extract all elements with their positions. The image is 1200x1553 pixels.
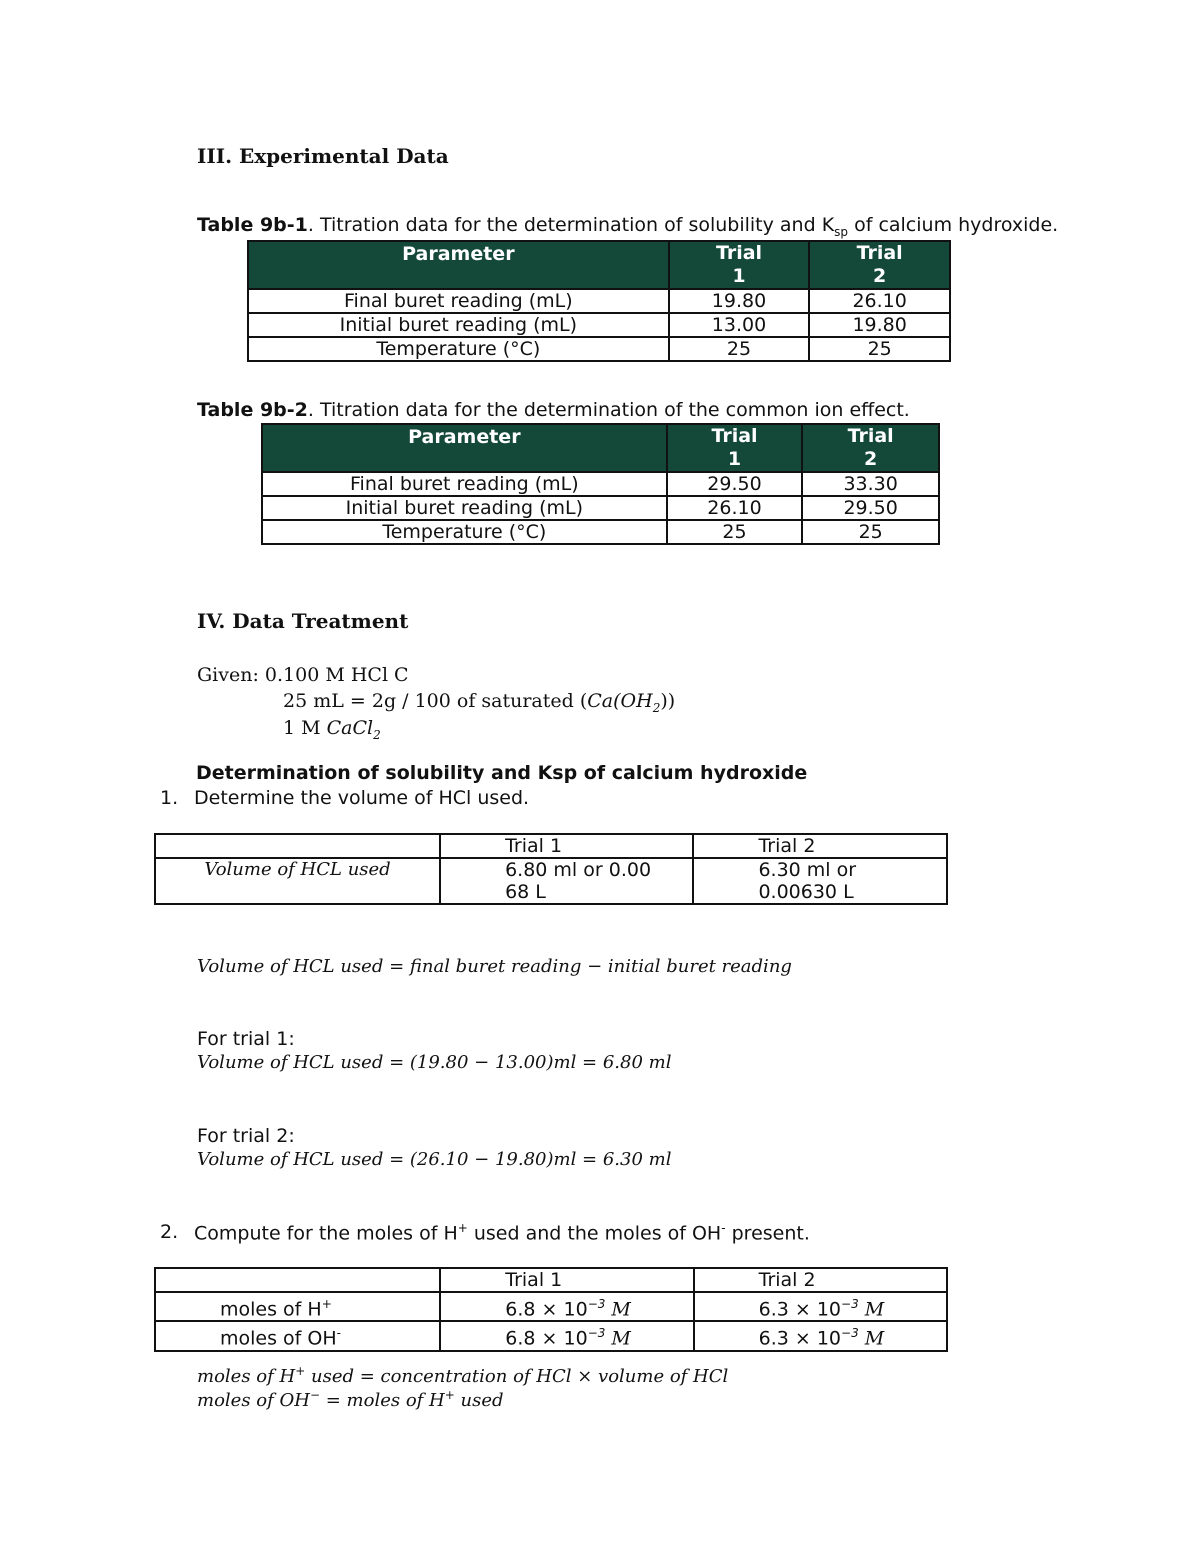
trial-2-value: 25 xyxy=(802,520,939,544)
titration-table-1 xyxy=(247,240,951,362)
trial-2-value: $6.3 \times 10^{-3}$ M xyxy=(694,1292,947,1321)
table1-caption-text-a: . Titration data for the determination of solubility and K xyxy=(307,214,835,236)
volume-hcl-table xyxy=(154,833,948,905)
table2-caption-label: Table 9b-2 xyxy=(197,399,308,421)
header-parameter: Parameter xyxy=(262,424,667,472)
moles-table xyxy=(154,1267,948,1352)
trial-2-label: For trial 2: xyxy=(197,1125,295,1147)
table-row xyxy=(155,1321,947,1350)
header-trial-2: Trial 2 xyxy=(802,424,939,472)
trial-2-value: 33.30 xyxy=(802,472,939,496)
table-header-row xyxy=(248,241,950,289)
given-line-2: 25 mL = 2g / 100 of saturated $(Ca(OH_2))$ xyxy=(283,690,676,715)
table1-caption-text-b: of calcium hydroxide. xyxy=(848,214,1059,236)
header-parameter: Parameter xyxy=(248,241,669,289)
trial-1-value: $6.8 \times 10^{-3}$ M xyxy=(440,1292,693,1321)
table1-caption-label: Table 9b-1 xyxy=(197,214,308,236)
question-2-number: 2. xyxy=(160,1221,179,1243)
row-label-moles-oh: moles of OH- xyxy=(155,1321,440,1350)
table-header-row xyxy=(262,424,939,472)
subheading-solubility: Determination of solubility and Ksp of calcium hydroxide xyxy=(196,762,808,784)
header-trial-1: Trial 1 xyxy=(667,424,803,472)
row-label: Temperature (°C) xyxy=(262,520,667,544)
trial-2-value: 29.50 xyxy=(802,496,939,520)
row-label-moles-h: moles of H+ xyxy=(155,1292,440,1321)
empty-header-cell xyxy=(155,834,440,858)
table2-caption xyxy=(197,399,910,421)
moles-h-formula: moles of H+ used = concentration of HCl × volume of HCl xyxy=(197,1364,729,1387)
trial-1-value: 19.80 xyxy=(669,289,810,313)
table-row xyxy=(248,289,950,313)
row-label: Initial buret reading (mL) xyxy=(262,496,667,520)
trial-1-value: 29.50 xyxy=(667,472,803,496)
trial-1-formula: Volume of HCL used = (19.80 − 13.00)ml = 6.80 ml xyxy=(197,1052,672,1073)
trial-2-value: 19.80 xyxy=(809,313,950,337)
question-1-number: 1. xyxy=(160,787,179,809)
table-row xyxy=(262,520,939,544)
moles-oh-formula: moles of OH− = moles of H+ used xyxy=(197,1388,504,1411)
table-header-row xyxy=(155,834,947,858)
trial-1-value: $6.8 \times 10^{-3}$ M xyxy=(440,1321,693,1350)
titration-table-2 xyxy=(261,423,940,545)
row-label: Volume of HCL used xyxy=(155,858,440,904)
given-line-3: 1 M CaCl$_2$ xyxy=(283,717,381,742)
trial-2-value: 26.10 xyxy=(809,289,950,313)
given-line-1: Given: 0.100 M HCl C xyxy=(197,664,409,686)
header-trial-2: Trial 2 xyxy=(809,241,950,289)
trial-1-value: 25 xyxy=(669,337,810,361)
row-label: Final buret reading (mL) xyxy=(262,472,667,496)
table2-caption-text: . Titration data for the determination of the common ion effect. xyxy=(307,399,910,421)
trial-2-formula: Volume of HCL used = (26.10 − 19.80)ml = 6.30 ml xyxy=(197,1149,672,1170)
trial-1-value: 25 xyxy=(667,520,803,544)
trial-2-value: 6.30 ml or 0.00630 L xyxy=(693,858,947,904)
table1-caption-sub: sp xyxy=(834,224,849,239)
header-trial-2: Trial 2 xyxy=(693,834,947,858)
table1-caption xyxy=(197,214,1058,239)
trial-1-value: 6.80 ml or 0.00 68 L xyxy=(440,858,693,904)
trial-1-value: 13.00 xyxy=(669,313,810,337)
row-label: Initial buret reading (mL) xyxy=(248,313,669,337)
header-trial-1: Trial 1 xyxy=(669,241,810,289)
table-row xyxy=(155,1292,947,1321)
question-1-text: Determine the volume of HCl used. xyxy=(194,787,530,809)
table-header-row xyxy=(155,1268,947,1292)
header-trial-1: Trial 1 xyxy=(440,834,693,858)
empty-header-cell xyxy=(155,1268,440,1292)
question-2-text: Compute for the moles of H+ used and the moles of OH- present. xyxy=(194,1221,810,1245)
section-title-data-treatment: IV. Data Treatment xyxy=(197,609,409,633)
table-row xyxy=(155,858,947,904)
section-title-experimental-data: III. Experimental Data xyxy=(197,144,449,168)
row-label: Final buret reading (mL) xyxy=(248,289,669,313)
trial-2-value: $6.3 \times 10^{-3}$ M xyxy=(694,1321,947,1350)
header-trial-2: Trial 2 xyxy=(694,1268,947,1292)
table-row xyxy=(248,313,950,337)
table-row xyxy=(262,472,939,496)
table-row xyxy=(248,337,950,361)
table-row xyxy=(262,496,939,520)
trial-1-value: 26.10 xyxy=(667,496,803,520)
row-label: Temperature (°C) xyxy=(248,337,669,361)
trial-2-value: 25 xyxy=(809,337,950,361)
trial-1-label: For trial 1: xyxy=(197,1028,295,1050)
volume-formula: Volume of HCL used = final buret reading − initial buret reading xyxy=(197,956,792,977)
header-trial-1: Trial 1 xyxy=(440,1268,693,1292)
